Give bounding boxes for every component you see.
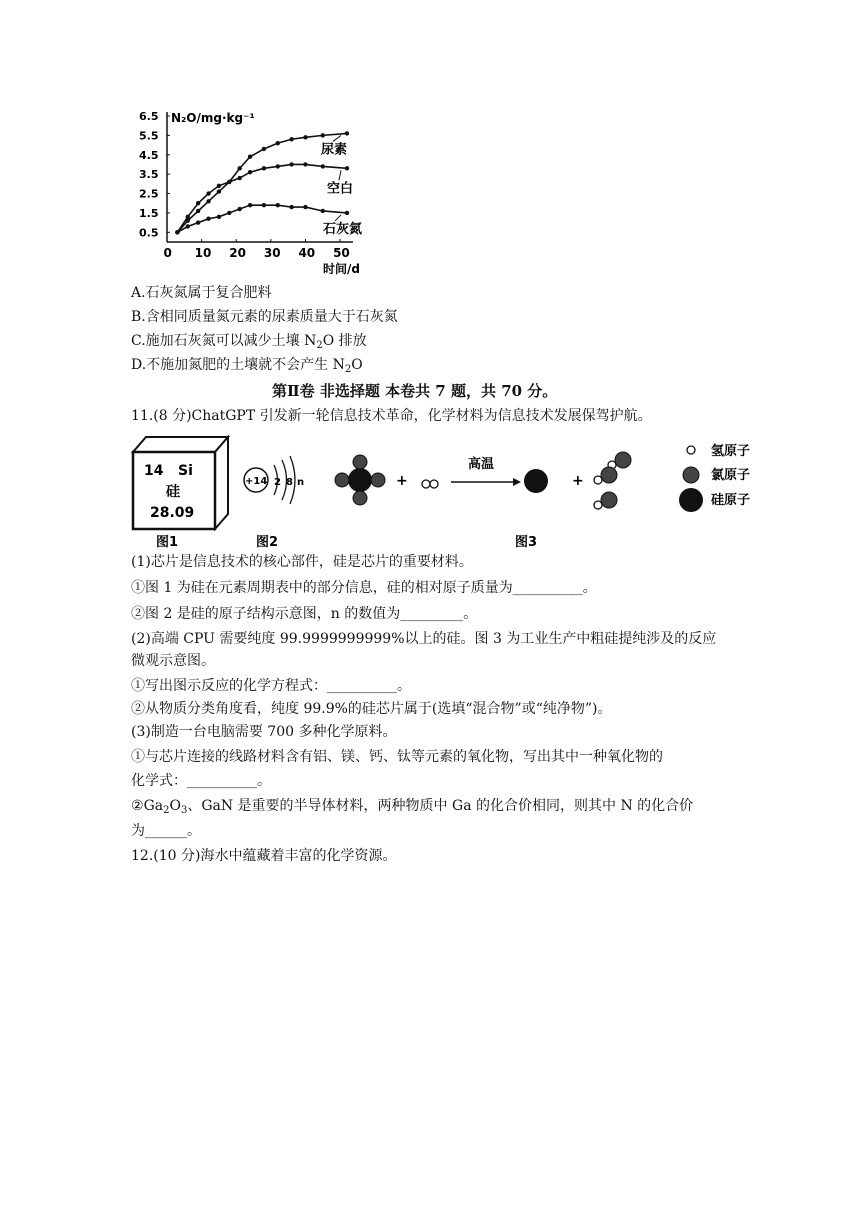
chart-data-point — [262, 147, 266, 151]
fig3-plus-2: + — [572, 473, 584, 489]
chart-data-point — [196, 220, 200, 224]
chart-x-tick-label: 40 — [298, 246, 316, 260]
chart-series-leader — [339, 170, 341, 180]
chart-data-point — [206, 199, 210, 203]
option-b: B.含相同质量氮元素的尿素质量大于石灰氮 — [131, 309, 398, 325]
chart-y-tick-label: 2.5 — [139, 187, 159, 201]
fig2-caption: 图2 — [256, 535, 279, 550]
fig2-shell1: 2 — [274, 477, 281, 488]
chart-data-point — [262, 166, 266, 170]
section-title: 第Ⅱ卷 非选择题 本卷共 7 题，共 70 分。 — [272, 382, 558, 400]
chart-series-label: 空白 — [327, 181, 354, 197]
chart-data-point — [175, 230, 179, 234]
chart-data-point — [248, 203, 252, 207]
q11-p2-1: ①写出图示反应的化学方程式：__________。 — [131, 678, 411, 694]
fig3-condition: 高温 — [468, 457, 495, 472]
q11-figures — [128, 432, 768, 552]
chart-data-point — [345, 166, 349, 170]
q11-p3-1a: ①与芯片连接的线路材料含有铝、镁、钙、钛等元素的氧化物，写出其中一种氧化物的 — [131, 749, 663, 765]
chart-data-point — [276, 203, 280, 207]
fig1-caption: 图1 — [156, 535, 179, 550]
chart-data-point — [217, 189, 221, 193]
q11-p1: (1)芯片是信息技术的核心部件，硅是芯片的重要材料。 — [131, 554, 473, 570]
chart-data-point — [217, 215, 221, 219]
option-a: A.石灰氮属于复合肥料 — [131, 285, 272, 301]
q12-stem: 12.(10 分)海水中蕴藏着丰富的化学资源。 — [131, 848, 397, 864]
q11-p3-2b: 为______。 — [131, 823, 201, 839]
chart-x-tick-label: 10 — [194, 246, 212, 260]
fig3-caption: 图3 — [515, 535, 538, 550]
chart-y-tick-label: 1.5 — [139, 206, 159, 220]
chart-y-tick-label: 3.5 — [139, 168, 159, 182]
fig1-atomic-number: 14 — [144, 463, 164, 479]
legend-si: 硅原子 — [711, 493, 751, 508]
chart-data-point — [248, 170, 252, 174]
fig3-arrow — [451, 478, 521, 486]
chart-data-point — [303, 205, 307, 209]
chart-data-point — [321, 133, 325, 137]
chart-ylabel: N₂O/mg·kg⁻¹ — [171, 111, 255, 125]
q11-p3-2: $②Ga_2O_3$、GaN 是重要的半导体材料，两种物质中 Ga 的化合价相同，则其中 N 的化合价 — [131, 798, 694, 816]
legend-h: 氢原子 — [711, 444, 751, 459]
chart-data-point — [227, 211, 231, 215]
chart-data-point — [217, 184, 221, 188]
chart-data-point — [227, 180, 231, 184]
chart-xlabel: 时间/d — [323, 262, 360, 276]
chart-data-point — [196, 201, 200, 205]
chart-data-point — [276, 164, 280, 168]
fig1-element-box — [133, 437, 228, 529]
chart-data-point — [321, 209, 325, 213]
chart-data-point — [206, 217, 210, 221]
q11-p2b: 微观示意图。 — [131, 653, 215, 669]
fig2-shell2: 8 — [286, 477, 293, 488]
chart-data-point — [206, 191, 210, 195]
fig2-nucleus: +14 — [245, 476, 268, 487]
chart-series-label: 石灰氮 — [323, 221, 363, 237]
fig3-hcl-molecules — [594, 452, 631, 509]
chart-data-point — [345, 211, 349, 215]
chart-data-point — [321, 164, 325, 168]
q11-p1-1: ①图 1 为硅在元素周期表中的部分信息，硅的相对原子质量为__________。 — [131, 580, 597, 596]
chart-data-point — [237, 176, 241, 180]
q11-p3: (3)制造一台电脑需要 700 多种化学原料。 — [131, 724, 397, 740]
legend-cl: 氯原子 — [711, 468, 751, 483]
q11-stem: 11.(8 分)ChatGPT 引发新一轮信息技术革命，化学材料为信息技术发展保驾护航。 — [131, 408, 652, 424]
q11-p2-2: ②从物质分类角度看，纯度 99.9%的硅芯片属于(选填“混合物”或“纯净物”)。 — [131, 701, 612, 717]
chart-data-point — [248, 155, 252, 159]
chart-data-point — [186, 224, 190, 228]
chart-data-point — [196, 209, 200, 213]
chart-data-point — [276, 141, 280, 145]
chart-series-label: 尿素 — [321, 142, 348, 158]
chart-data-point — [303, 162, 307, 166]
q11-p3-1b: 化学式：__________。 — [131, 773, 271, 789]
chart-x-tick-label: 50 — [333, 246, 350, 260]
n2o-chart — [135, 108, 375, 280]
fig3-plus-1: + — [396, 473, 408, 489]
fig3-si-atom — [524, 469, 548, 493]
chart-y-tick-label: 0.5 — [139, 226, 159, 240]
fig1-symbol: Si — [178, 463, 193, 479]
chart-data-point — [237, 207, 241, 211]
q11-p1-2: ②图 2 是硅的原子结构示意图，n 的数值为_________。 — [131, 606, 478, 622]
chart-data-point — [289, 137, 293, 141]
option-d: D.不施加氮肥的土壤就不会产生 $N_2O$ — [131, 357, 363, 375]
fig3-legend — [679, 443, 750, 512]
q11-p2a: (2)高端 CPU 需要纯度 99.9999999999%以上的硅。图 3 为工业生产中粗硅提纯涉及的反应 — [131, 631, 717, 647]
option-c: C.施加石灰氮可以减少土壤 $N_2O$ 排放 — [131, 333, 367, 351]
chart-y-tick-label: 5.5 — [139, 129, 159, 143]
fig1-mass: 28.09 — [150, 505, 195, 521]
chart-data-point — [289, 162, 293, 166]
chart-x-tick-label: 20 — [229, 246, 246, 260]
chart-data-point — [303, 135, 307, 139]
chart-x-tick-label: 30 — [263, 246, 281, 260]
chart-data-point — [186, 215, 190, 219]
chart-y-tick-label: 6.5 — [139, 110, 159, 123]
chart-series-leader — [335, 215, 341, 221]
chart-series-line — [177, 164, 347, 232]
fig1-name: 硅 — [166, 484, 180, 500]
fig2-shell3: n — [297, 477, 305, 488]
chart-data-point — [262, 203, 266, 207]
chart-y-tick-label: 4.5 — [139, 148, 159, 162]
chart-series-leader — [333, 135, 341, 141]
chart-data-point — [289, 205, 293, 209]
fig3-sicl4-molecule — [335, 455, 385, 505]
chart-data-point — [345, 131, 349, 135]
fig3-h2-molecule — [422, 480, 438, 488]
chart-x-tick-label: 0 — [163, 246, 172, 260]
chart-data-point — [237, 166, 241, 170]
fig2-atom-structure — [244, 456, 304, 504]
